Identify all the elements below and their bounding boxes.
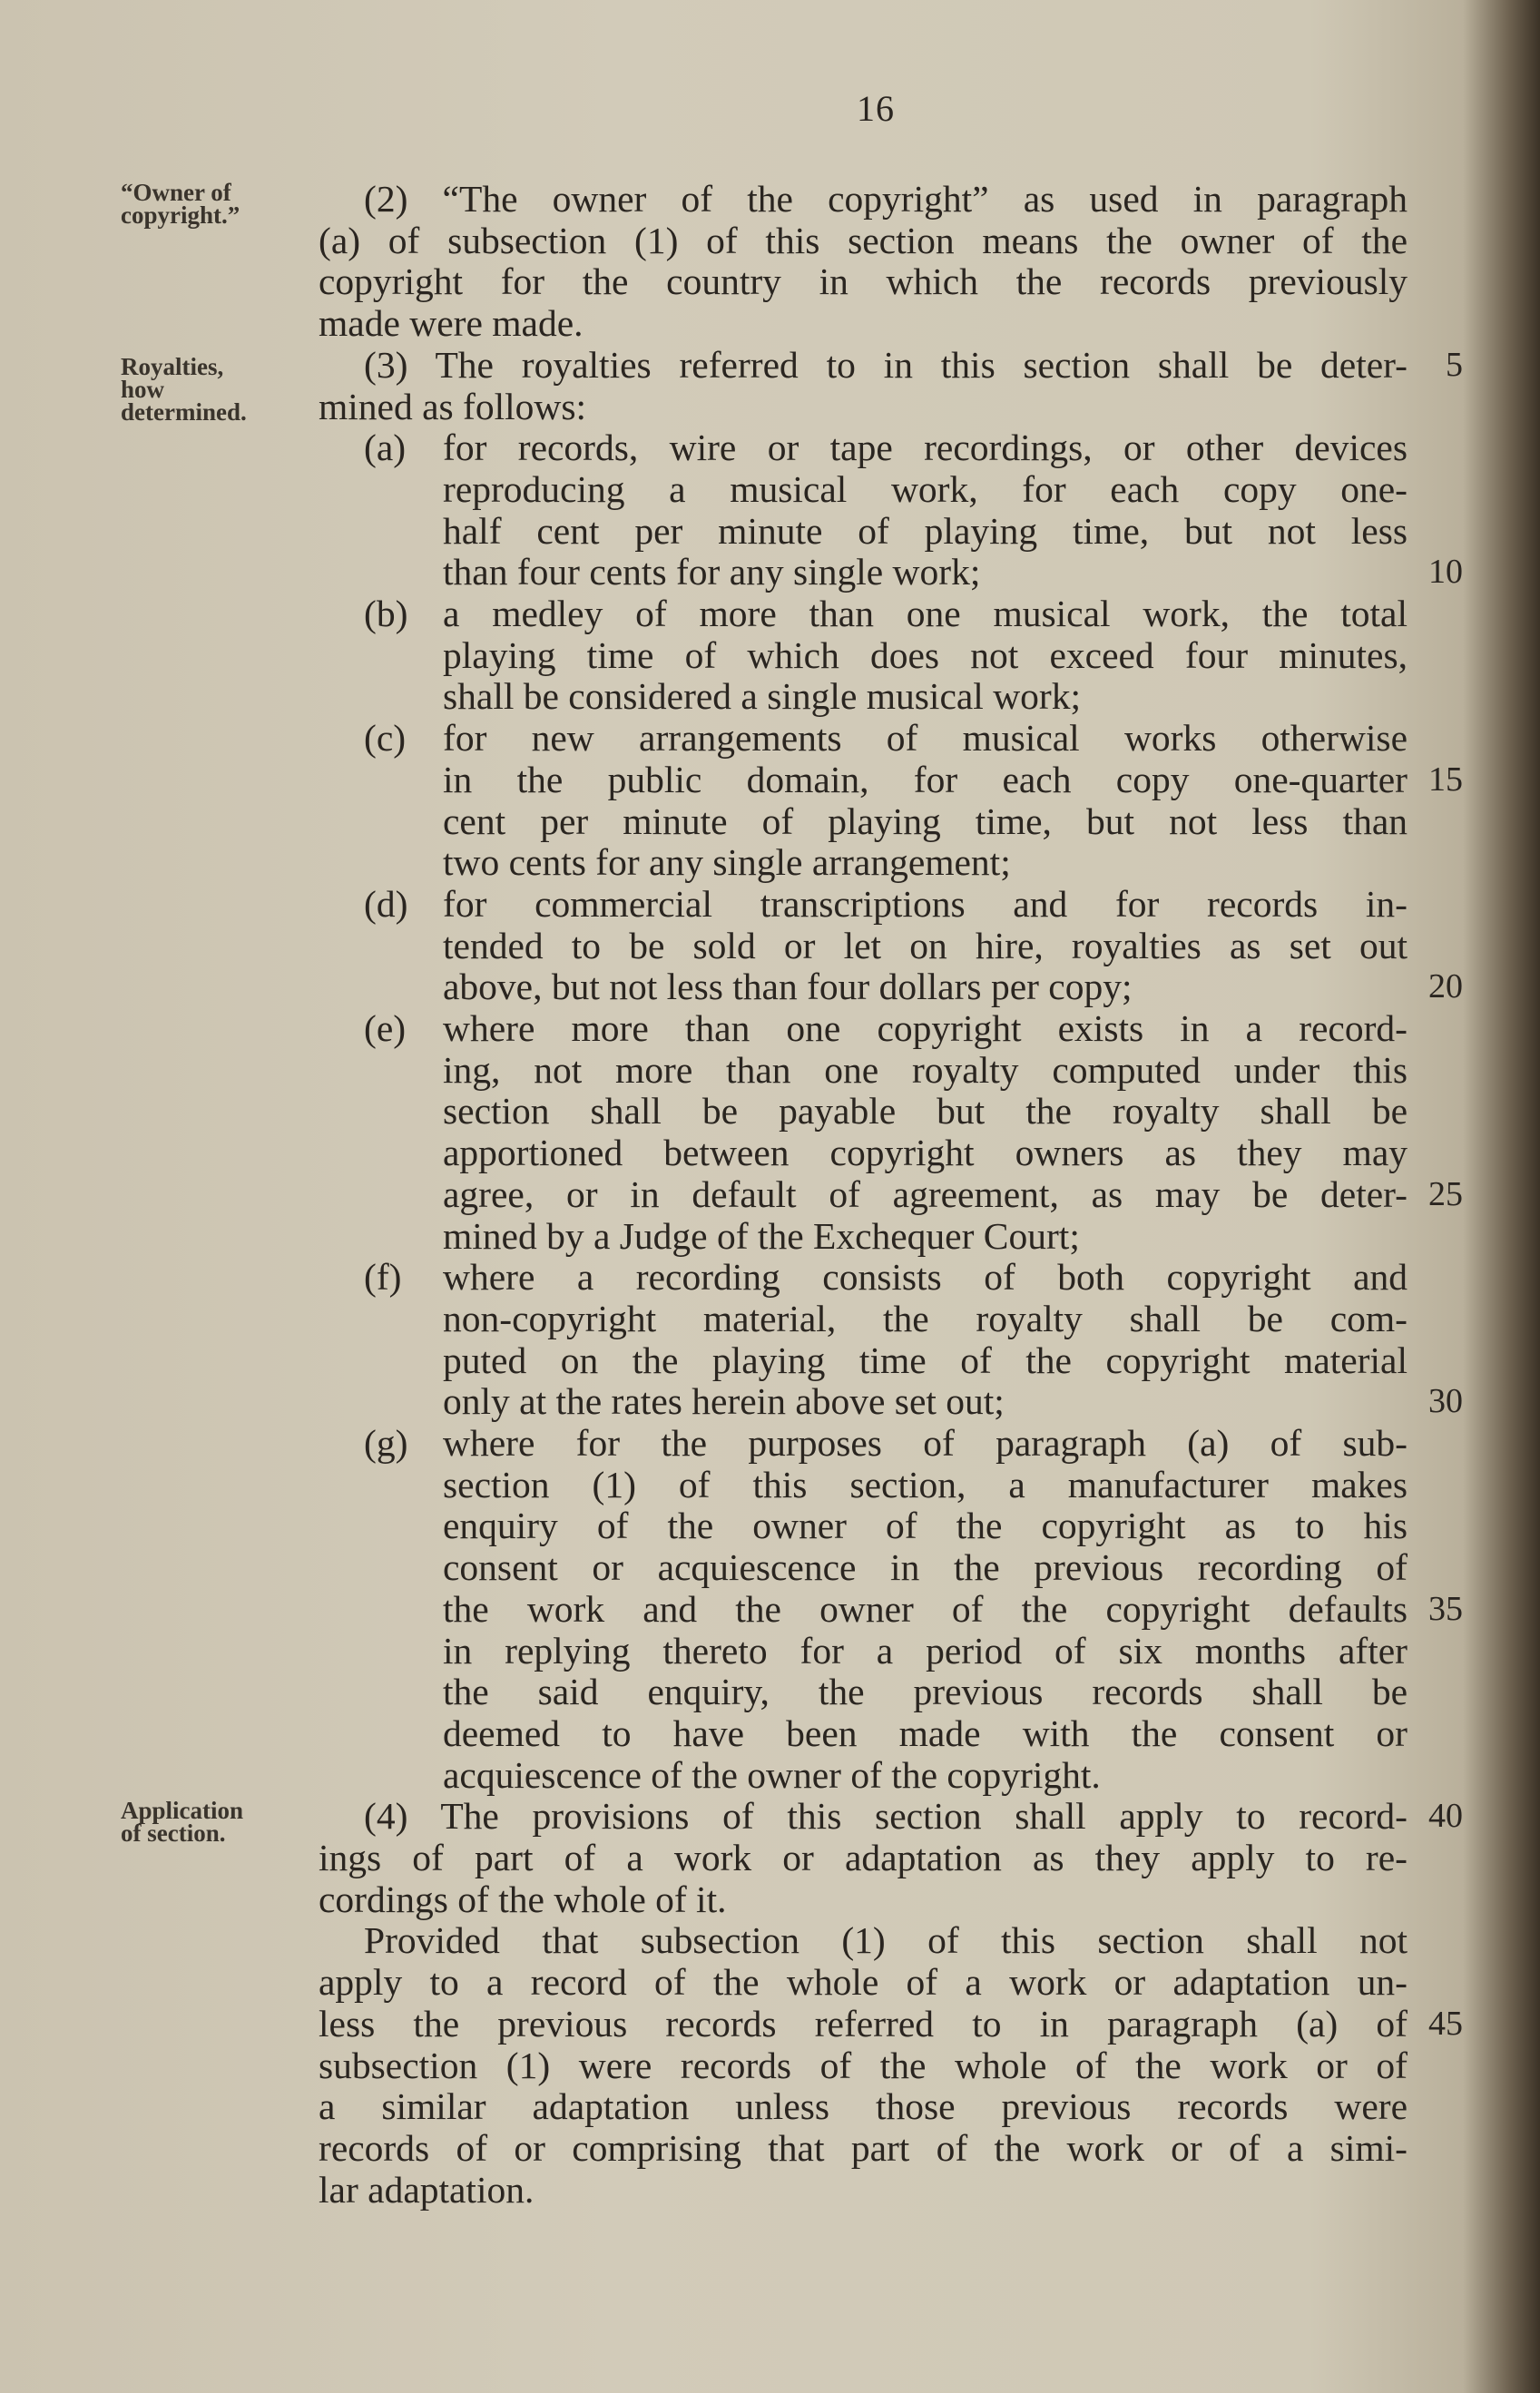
text-line: two cents for any single arrangement; bbox=[443, 841, 1011, 884]
line-number: 10 bbox=[1428, 553, 1463, 592]
line-number: 30 bbox=[1428, 1382, 1463, 1421]
text-line: lar adaptation. bbox=[319, 2168, 535, 2211]
line-number: 5 bbox=[1446, 345, 1463, 384]
margin-note-line: Royalties, bbox=[121, 353, 224, 380]
margin-note-line: determined. bbox=[121, 398, 247, 426]
line-number: 40 bbox=[1428, 1797, 1463, 1836]
text-line: acquiescence of the owner of the copyright. bbox=[443, 1753, 1101, 1796]
margin-note-line: copyright.” bbox=[121, 201, 240, 229]
text-line: tended to be sold or let on hire, royalties as set out bbox=[443, 924, 1408, 966]
text-line: half cent per minute of playing time, but not less bbox=[443, 509, 1408, 552]
text-line: (3) The royalties referred to in this section shall be deter- bbox=[364, 343, 1408, 386]
text-line: records of or comprising that part of the work or of a simi- bbox=[319, 2126, 1408, 2169]
text-line: ings of part of a work or adaptation as they apply to re- bbox=[319, 1837, 1408, 1878]
text-line: section shall be payable but the royalty shall be bbox=[443, 1090, 1408, 1133]
margin-note-application-of-section bbox=[121, 1797, 293, 1847]
text-line: agree, or in default of agreement, as may be deter- bbox=[443, 1172, 1408, 1215]
text-line: shall be considered a single musical work; bbox=[443, 675, 1082, 718]
text-line: (2) “The owner of the copyright” as used in paragraph bbox=[364, 178, 1408, 220]
text-line: enquiry of the owner of the copyright as to his bbox=[443, 1505, 1408, 1547]
margin-note-line: “Owner of bbox=[121, 179, 231, 206]
text-line: for new arrangements of musical works otherwise bbox=[443, 717, 1408, 760]
margin-note-line: of section. bbox=[121, 1819, 226, 1847]
page-number: 16 bbox=[857, 88, 895, 129]
text-line: mined by a Judge of the Exchequer Court; bbox=[443, 1214, 1080, 1257]
line-number: 35 bbox=[1428, 1589, 1463, 1628]
line-number: 20 bbox=[1428, 967, 1463, 1006]
text-line: playing time of which does not exceed four minutes, bbox=[443, 633, 1408, 676]
margin-note-line: how bbox=[121, 376, 165, 403]
paragraph-label: (g) bbox=[364, 1422, 408, 1464]
text-line: above, but not less than four dollars per copy; bbox=[443, 966, 1133, 1008]
line-number: 45 bbox=[1428, 2004, 1463, 2043]
text-line: apportioned between copyright owners as they may bbox=[443, 1132, 1408, 1174]
text-line: only at the rates herein above set out; bbox=[443, 1380, 1005, 1423]
margin-note-line: Application bbox=[121, 1797, 244, 1824]
text-line: non-copyright material, the royalty shall be com- bbox=[443, 1297, 1408, 1339]
text-line: for records, wire or tape recordings, or other devices bbox=[443, 427, 1408, 469]
text-line: subsection (1) were records of the whole of the work or of bbox=[319, 2044, 1408, 2086]
text-line: ing, not more than one royalty computed under this bbox=[443, 1048, 1408, 1091]
line-number: 15 bbox=[1428, 760, 1463, 799]
text-line: mined as follows: bbox=[319, 385, 587, 427]
text-line: cordings of the whole of it. bbox=[319, 1878, 727, 1920]
text-line: made were made. bbox=[319, 302, 584, 345]
paragraph-label: (a) bbox=[364, 427, 407, 469]
text-line: than four cents for any single work; bbox=[443, 551, 981, 593]
text-line: the said enquiry, the previous records shall be bbox=[443, 1671, 1408, 1713]
text-line: a similar adaptation unless those previous records were bbox=[319, 2085, 1408, 2128]
text-line: puted on the playing time of the copyright material bbox=[443, 1339, 1408, 1381]
line-number: 25 bbox=[1428, 1174, 1463, 1213]
text-line: (4) The provisions of this section shall apply to record- bbox=[364, 1795, 1408, 1838]
text-line: Provided that subsection (1) of this section shall not bbox=[364, 1919, 1408, 1962]
paragraph-label: (c) bbox=[364, 717, 407, 760]
text-line: where for the purposes of paragraph (a) of sub- bbox=[443, 1422, 1408, 1464]
text-line: cent per minute of playing time, but not less than bbox=[443, 799, 1408, 842]
text-line: deemed to have been made with the consent or bbox=[443, 1711, 1408, 1754]
paragraph-label: (d) bbox=[364, 882, 408, 925]
paragraph-label: (f) bbox=[364, 1256, 402, 1299]
text-line: copyright for the country in which the records previously bbox=[319, 260, 1408, 303]
text-line: for commercial transcriptions and for records in- bbox=[443, 882, 1408, 925]
text-line: where more than one copyright exists in a record- bbox=[443, 1007, 1408, 1049]
text-line: in replying thereto for a period of six months after bbox=[443, 1629, 1408, 1672]
text-line: reproducing a musical work, for each copy one- bbox=[443, 467, 1408, 510]
text-line: a medley of more than one musical work, the total bbox=[443, 593, 1408, 634]
text-line: (a) of subsection (1) of this section means the owner of the bbox=[319, 219, 1408, 261]
text-line: apply to a record of the whole of a work or adaptation un- bbox=[319, 1961, 1408, 2004]
text-line: consent or acquiescence in the previous recording of bbox=[443, 1546, 1408, 1589]
margin-note-owner-of-copyright bbox=[121, 181, 293, 227]
text-line: where a recording consists of both copyright and bbox=[443, 1256, 1408, 1299]
paragraph-label: (b) bbox=[364, 593, 408, 634]
text-line: the work and the owner of the copyright defaults bbox=[443, 1587, 1408, 1630]
paragraph-label: (e) bbox=[364, 1007, 407, 1049]
text-line: section (1) of this section, a manufacturer makes bbox=[443, 1463, 1408, 1505]
text-line: less the previous records referred to in paragraph (a) of bbox=[319, 2002, 1408, 2045]
text-line: in the public domain, for each copy one-quarter bbox=[443, 758, 1408, 800]
margin-note-royalties-how-determined bbox=[121, 353, 293, 426]
